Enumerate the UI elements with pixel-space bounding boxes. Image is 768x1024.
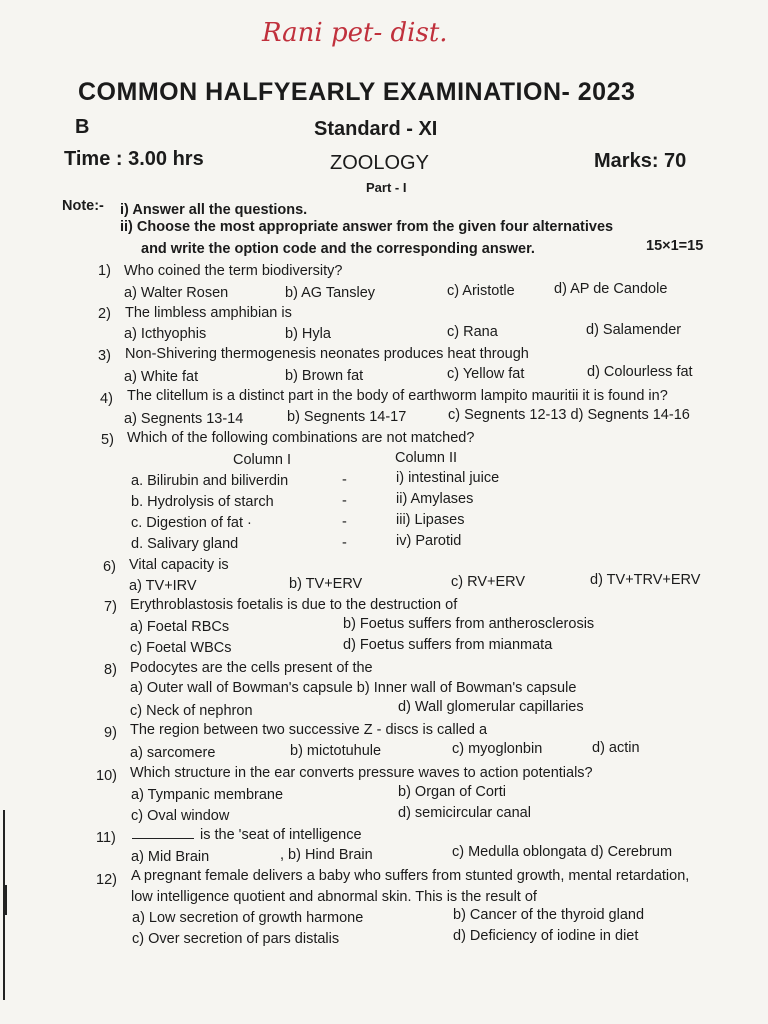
option-b: b) Segnents 14-17 [287,409,407,425]
question-text: Non-Shivering thermogenesis neonates produces heat through [125,346,529,362]
option-c: c) myoglonbin [452,741,543,757]
option-a: a) Segnents 13-14 [124,411,244,427]
match-right: i) intestinal juice [396,470,500,486]
question-number: 9) [104,725,117,741]
note-2b: and write the option code and the corresponding answer. [141,241,535,257]
question-text: Who coined the term biodiversity? [124,263,343,279]
question-number: 10) [96,768,117,784]
option-c: c) Neck of nephron [130,703,253,719]
match-left: d. Salivary gland [131,536,239,552]
exam-title: COMMON HALFYEARLY EXAMINATION- 2023 [78,78,636,106]
option-a: a) White fat [124,369,199,385]
question-text: Vital capacity is [129,557,229,573]
match-dash: - [342,514,347,530]
set-code: B [75,116,90,138]
option-a: a) Icthyophis [124,326,207,342]
option-a: a) TV+IRV [129,578,197,594]
match-left: b. Hydrolysis of starch [131,494,274,510]
subject-label: ZOOLOGY [330,152,429,174]
note-label: Note:- [62,198,104,214]
option-a: a) Walter Rosen [124,285,229,301]
option-b: b) Hyla [285,326,331,342]
option-b: b) TV+ERV [289,576,363,592]
match-dash: - [342,493,347,509]
note-1: i) Answer all the questions. [120,202,308,218]
margin-mark [3,885,7,915]
time-label: Time : 3.00 hrs [64,148,204,170]
option-a: a) sarcomere [130,745,216,761]
option-b: b) Organ of Corti [398,784,506,800]
question-number: 4) [100,391,113,407]
option-c: c) Yellow fat [447,366,525,382]
question-text: A pregnant female delivers a baby who suffers from stunted growth, mental retardation, [131,868,690,884]
question-number: 3) [98,348,111,364]
question-text: The clitellum is a distinct part in the body of earthworm lampito mauritii it is found in? [127,388,668,404]
question-text: Podocytes are the cells present of the [130,660,373,676]
option-d: d) semicircular canal [398,805,531,821]
option-b: b) mictotuhule [290,743,382,759]
option-d: d) TV+TRV+ERV [590,572,701,588]
option-b: b) AG Tansley [285,285,376,301]
question-number: 1) [98,263,111,279]
question-number: 2) [98,306,111,322]
option-b: b) Cancer of the thyroid gland [453,907,645,923]
question-text: The limbless amphibian is [125,305,292,321]
option-b: b) Brown fat [285,368,364,384]
option-d: d) Salamender [586,322,682,338]
column-1-header: Column I [233,452,292,468]
option-b: b) Foetus suffers from antherosclerosis [343,616,595,632]
option-c: c) Segnents 12-13 d) Segnents 14-16 [448,407,690,423]
option-d: d) actin [592,740,640,756]
standard-label: Standard - XI [314,118,438,140]
note-2a: ii) Choose the most appropriate answer from the given four alternatives [120,219,614,235]
option-d: d) Colourless fat [587,364,693,380]
question-text: Which structure in the ear converts pressure waves to action potentials? [130,765,593,781]
option-c: c) RV+ERV [451,574,526,590]
option-c: c) Rana [447,324,498,340]
match-right: iii) Lipases [396,512,465,528]
option-a-b: a) Outer wall of Bowman's capsule b) Inner wall of Bowman's capsule [130,680,577,696]
marks-label: Marks: 70 [594,150,687,172]
answer-blank [132,838,194,839]
handwritten-note: Rani pet- dist. [262,18,448,48]
match-dash: - [342,535,347,551]
question-text: The region between two successive Z - discs is called a [130,722,488,738]
note-marks: 15×1=15 [646,238,704,254]
question-number: 12) [96,872,117,888]
question-number: 5) [101,432,114,448]
option-c: c) Oval window [131,808,230,824]
question-text: is the 'seat of intelligence [200,827,362,843]
question-number: 8) [104,662,117,678]
match-left: c. Digestion of fat · [131,515,252,531]
question-number: 7) [104,599,117,615]
option-b: , b) Hind Brain [280,847,373,863]
option-d: d) Wall glomerular capillaries [398,699,584,715]
option-c: c) Over secretion of pars distalis [132,931,340,947]
option-c: c) Aristotle [447,283,515,299]
match-right: iv) Parotid [396,533,462,549]
option-a: a) Foetal RBCs [130,619,230,635]
option-a: a) Tympanic membrane [131,787,284,803]
question-number: 6) [103,559,116,575]
question-text: Erythroblastosis foetalis is due to the destruction of [130,597,458,613]
option-d: d) Foetus suffers from mianmata [343,637,553,653]
question-text-line-2: low intelligence quotient and abnormal skin. This is the result of [131,889,537,905]
match-left: a. Bilirubin and biliverdin [131,473,289,489]
option-c: c) Medulla oblongata d) Cerebrum [452,844,673,860]
part-label: Part - I [366,180,407,195]
question-number: 11) [96,830,116,846]
question-text: Which of the following combinations are not matched? [127,430,475,446]
option-a: a) Low secretion of growth harmone [132,910,364,926]
option-d: d) AP de Candole [554,281,668,297]
match-right: ii) Amylases [396,491,474,507]
option-d: d) Deficiency of iodine in diet [453,928,639,944]
match-dash: - [342,472,347,488]
option-c: c) Foetal WBCs [130,640,232,656]
question-line [132,827,362,843]
option-a: a) Mid Brain [131,849,210,865]
column-2-header: Column II [395,450,458,466]
